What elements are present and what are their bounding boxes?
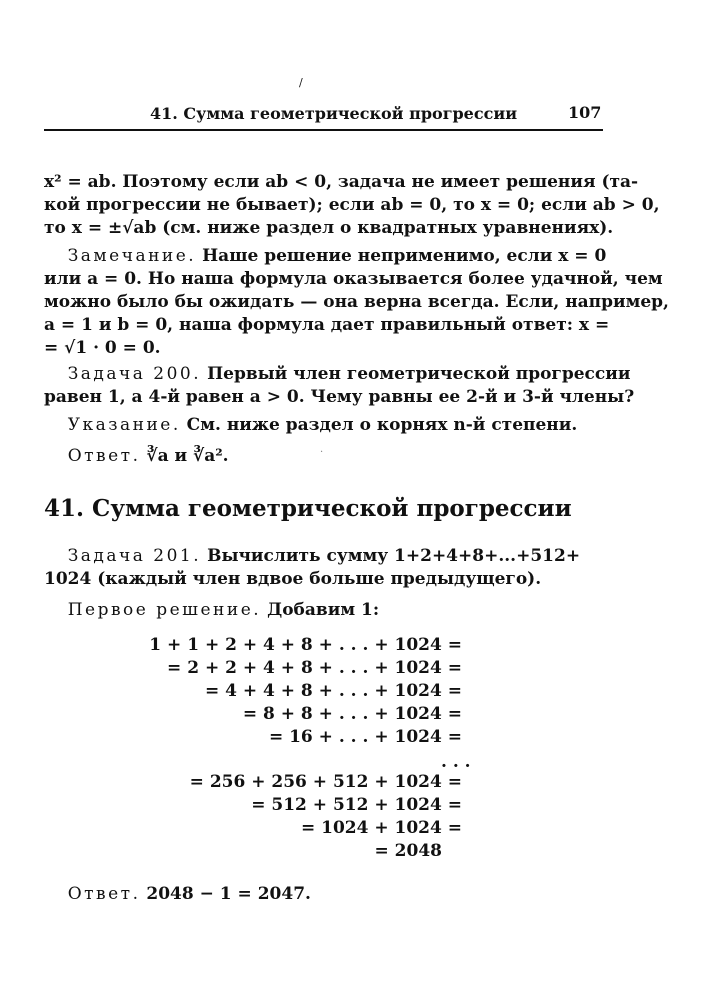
stray-dot: · <box>320 447 324 458</box>
answer-200-paragraph <box>44 445 604 468</box>
pencil-mark: / <box>299 76 303 89</box>
equation-line: = 1024 + 1024 = <box>300 818 462 838</box>
answer-200-text: ∛a и ∛a². <box>140 446 229 466</box>
task-201-label: Задача 201. <box>67 546 202 566</box>
text-line: равен 1, а 4-й равен a > 0. Чему равны ее 2-й и 3-й члены? <box>44 387 635 407</box>
equation-line: = 8 + 8 + . . . + 1024 = <box>242 704 462 724</box>
hint-text: См. ниже раздел о корнях n-й степени. <box>180 415 578 435</box>
first-solution-text: Добавим 1: <box>261 600 380 620</box>
text-line <box>44 363 631 386</box>
answer-201-paragraph <box>44 883 604 906</box>
task-200-text: Первый член геометрической прогрессии <box>201 364 631 384</box>
text-line <box>44 883 604 906</box>
text-line <box>44 545 604 568</box>
text-line <box>44 414 604 437</box>
answer-label: Ответ. <box>67 446 141 466</box>
text-line <box>44 445 604 468</box>
text-line <box>44 599 604 622</box>
header-rule <box>44 129 603 131</box>
note-text: Наше решение неприменимо, если x = 0 <box>196 246 607 266</box>
page-number: 107 <box>568 103 602 122</box>
equation-ellipsis: . . . <box>441 752 471 772</box>
text-line <box>44 245 607 268</box>
task-200-label: Задача 200. <box>67 364 202 384</box>
paragraph-continuation <box>44 171 660 240</box>
first-solution-label: Первое решение. <box>67 600 262 620</box>
answer-label: Ответ. <box>67 884 141 904</box>
text-line: = √1 · 0 = 0. <box>44 338 161 358</box>
hint-paragraph <box>44 414 604 437</box>
section-title: 41. Сумма геометрической прогрессии <box>44 495 572 522</box>
task-200-paragraph <box>44 363 635 409</box>
text-line: кой прогрессии не бывает); если ab = 0, то x = 0; если ab > 0, <box>44 195 660 215</box>
equation-line: = 2 + 2 + 4 + 8 + . . . + 1024 = <box>167 658 462 678</box>
answer-201-text: 2048 − 1 = 2047. <box>140 884 311 904</box>
task-201-text: Вычислить сумму 1+2+4+8+...+512+ <box>201 546 581 566</box>
equation-result: = 2048 <box>374 841 442 861</box>
note-paragraph <box>44 245 669 360</box>
equation-line: = 256 + 256 + 512 + 1024 = <box>189 772 462 792</box>
hint-label: Указание. <box>67 415 181 435</box>
first-solution-paragraph <box>44 599 604 622</box>
running-title: 41. Сумма геометрической прогрессии <box>150 104 518 123</box>
text-line: то x = ±√ab (см. ниже раздел о квадратных уравнениях). <box>44 218 614 238</box>
equation-line: 1 + 1 + 2 + 4 + 8 + . . . + 1024 = <box>149 635 462 655</box>
text-line: 1024 (каждый член вдвое больше предыдущего). <box>44 569 542 589</box>
note-label: Замечание. <box>67 246 197 266</box>
equation-line: = 4 + 4 + 8 + . . . + 1024 = <box>204 681 462 701</box>
equation-line: = 16 + . . . + 1024 = <box>268 727 462 747</box>
equation-line: = 512 + 512 + 1024 = <box>251 795 462 815</box>
text-line: можно было бы ожидать — она верна всегда. Если, например, <box>44 292 669 312</box>
text-line: x² = ab. Поэтому если ab < 0, задача не имеет решения (та- <box>44 172 639 192</box>
task-201-paragraph <box>44 545 604 591</box>
text-line: a = 1 и b = 0, наша формула дает правильный ответ: x = <box>44 315 610 335</box>
text-line: или a = 0. Но наша формула оказывается более удачной, чем <box>44 269 663 289</box>
